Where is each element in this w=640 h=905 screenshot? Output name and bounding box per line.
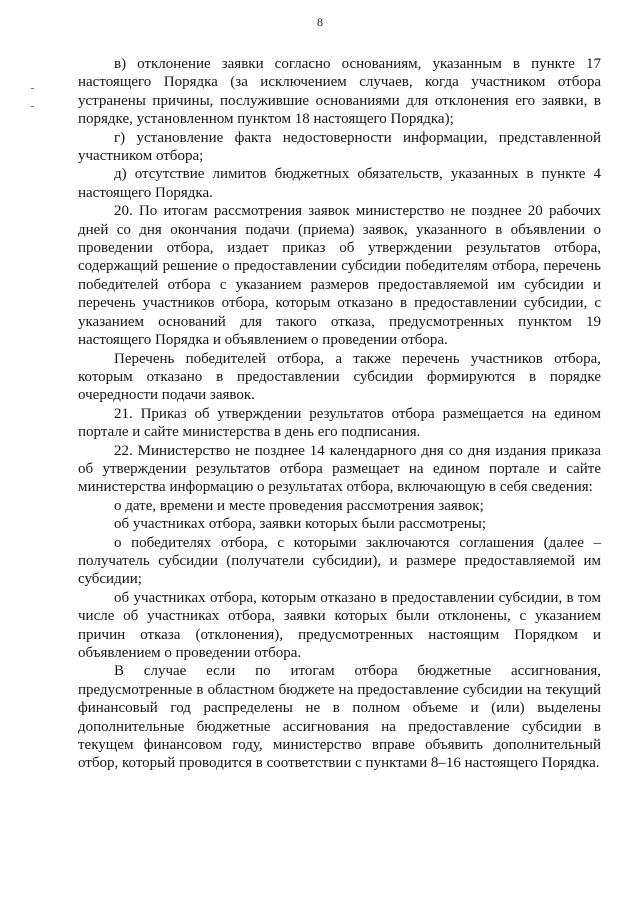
page-number: 8 — [317, 15, 323, 29]
paragraph-21: 21. Приказ об утверждении результатов отбора размещается на едином портале и сайте министерства в день его подписания. — [78, 405, 601, 441]
paragraph-winners-list: Перечень победителей отбора, а также перечень участников отбора, которым отказано в предоставлении субсидии формируются в порядке очередности подачи заявок. — [78, 350, 601, 404]
paragraph-20: 20. По итогам рассмотрения заявок министерство не позднее 20 рабочих дней со дня окончания подачи (приема) заявок, указанного в объявлении о проведении отбора, издает приказ об утверждении результатов отбора, содержащий решение о предоставлении субсидии победителям отбора, перечень победителей отбора с указанием размеров предоставляемой им субсидии и перечень участников отбора, которым отказано в предоставлении субсидии, с указанием оснований для такого отказа, предусмотренных пунктом 19 настоящего Порядка и объявлением о проведении отбора. — [78, 203, 601, 349]
margin-mark — [31, 88, 34, 89]
margin-mark — [31, 106, 34, 107]
paragraph-22: 22. Министерство не позднее 14 календарного дня со дня издания приказа об утверждении результатов отбора размещает на едином портале и сайте министерства информацию о результатах отбора, включающую в себя сведения: — [78, 442, 601, 496]
document-body — [78, 55, 601, 773]
paragraph-rejection-reason: в) отклонение заявки согласно основаниям, указанным в пункте 17 настоящего Порядка (за исключением случаев, когда участником отбора устранены причины, послужившие основаниями для отклонения его заявки, в порядке, установленном пунктом 18 настоящего Порядка); — [78, 56, 601, 128]
paragraph-additional-selection: В случае если по итогам отбора бюджетные ассигнования, предусмотренные в областном бюджете на предоставление субсидии на текущий финансовый год распределены не в полном объеме и (или) выделены дополнительные бюджетные ассигнования на предоставление субсидии в текущем финансовом году, министерство вправе объявить дополнительный отбор, который проводится в соответствии с пунктами 8–16 настоящего Порядка. — [78, 663, 601, 772]
list-item-refused-participants: об участниках отбора, которым отказано в предоставлении субсидии, в том числе об участниках отбора, заявки которых были отклонены, с указанием причин отказа (отклонения), предусмотренных настоящим Порядком и объявлением о проведении отбора. — [78, 589, 601, 661]
list-item-reviewed-participants: об участниках отбора, заявки которых были рассмотрены; — [114, 516, 487, 533]
list-item-date-place: о дате, времени и месте проведения рассмотрения заявок; — [114, 497, 484, 514]
list-item-winners: о победителях отбора, с которыми заключаются соглашения (далее – получатель субсидии (получатели субсидии), и размере предоставляемой им субсидии; — [78, 534, 601, 588]
paragraph-no-budget-limits: д) отсутствие лимитов бюджетных обязательств, указанных в пункте 4 настоящего Порядка. — [78, 166, 601, 201]
paragraph-false-info: г) установление факта недостоверности информации, представленной участником отбора; — [78, 129, 601, 165]
